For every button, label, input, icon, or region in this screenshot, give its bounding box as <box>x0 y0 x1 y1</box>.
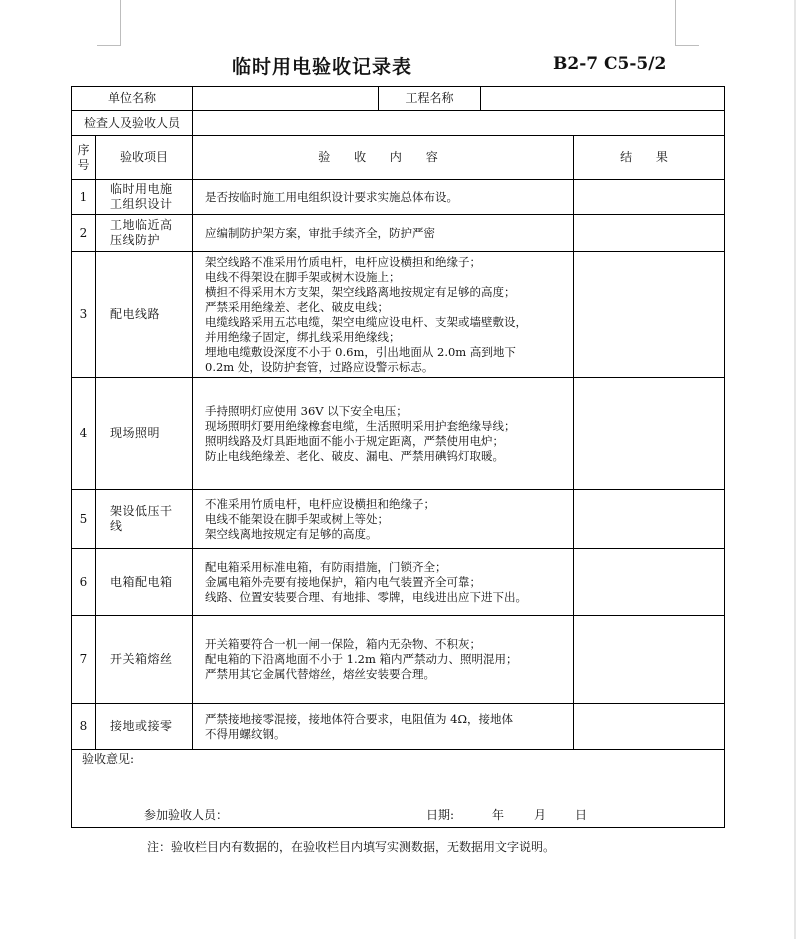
inspection-item: 开关箱熔丝 <box>96 616 193 704</box>
crop-mark-top-right <box>675 0 699 46</box>
unit-row <box>72 87 725 111</box>
inspector-row <box>72 111 725 136</box>
inspection-content <box>193 180 574 215</box>
unit-name-value[interactable] <box>193 87 379 111</box>
content-line: 电线不得架设在脚手架或树木设施上； <box>205 269 401 284</box>
date-month: 月 <box>534 808 547 822</box>
table-row <box>72 549 725 616</box>
opinion-row <box>72 750 725 828</box>
content-line: 严禁接地接零混接，接地体符合要求，电阻值为 4Ω，接地体 <box>205 711 514 726</box>
inspection-content <box>193 616 574 704</box>
row-number: 8 <box>72 704 96 750</box>
content-line: 架空线路不准采用竹质电杆，电杆应设横担和绝缘子； <box>205 254 482 269</box>
project-name-value[interactable] <box>481 87 725 111</box>
inspection-content <box>193 490 574 549</box>
content-line: 不得用螺纹钢。 <box>205 726 286 741</box>
table-row <box>72 490 725 549</box>
inspection-item: 临时用电施工组织设计 <box>96 180 193 215</box>
inspection-content <box>193 378 574 490</box>
page-title: 临时用电验收记录表 <box>232 56 413 78</box>
inspection-item: 工地临近高压线防护 <box>96 215 193 252</box>
row-number: 3 <box>72 252 96 378</box>
result-header: 结 果 <box>574 136 725 180</box>
content-line: 不准采用竹质电杆，电杆应设横担和绝缘子； <box>205 496 436 511</box>
item-header: 验收项目 <box>96 136 193 180</box>
row-number: 4 <box>72 378 96 490</box>
inspection-form-table <box>71 86 725 828</box>
inspection-content <box>193 549 574 616</box>
content-line: 防止电线绝缘差、老化、破皮、漏电、严禁用碘钨灯取暖。 <box>205 448 505 463</box>
result-cell[interactable] <box>574 180 725 215</box>
result-cell[interactable] <box>574 616 725 704</box>
crop-mark-top-left <box>97 0 121 46</box>
inspection-item: 架设低压干线 <box>96 490 193 549</box>
content-line: 并用绝缘子固定，绑扎线采用绝缘线； <box>205 329 401 344</box>
inspection-item: 配电线路 <box>96 252 193 378</box>
participants-label: 参加验收人员： <box>144 808 229 822</box>
content-line: 现场照明灯要用绝缘橡套电缆，生活照明采用护套绝缘导线； <box>205 418 516 433</box>
content-line: 应编制防护架方案，审批手续齐全，防护严密 <box>205 225 436 240</box>
content-line: 配电箱采用标准电箱，有防雨措施，门锁齐全； <box>205 559 447 574</box>
unit-name-label: 单位名称 <box>72 87 193 111</box>
inspection-content <box>193 704 574 750</box>
result-cell[interactable] <box>574 549 725 616</box>
table-row <box>72 180 725 215</box>
content-line: 照明线路及灯具距地面不能小于规定距离，严禁使用电炉； <box>205 433 505 448</box>
opinion-cell[interactable] <box>72 750 725 828</box>
content-line: 金属电箱外壳要有接地保护，箱内电气装置齐全可靠； <box>205 574 482 589</box>
content-line: 手持照明灯应使用 36V 以下安全电压； <box>205 403 408 418</box>
date-year: 年 <box>492 808 505 822</box>
result-cell[interactable] <box>574 704 725 750</box>
table-row <box>72 378 725 490</box>
row-number: 7 <box>72 616 96 704</box>
content-line: 开关箱要符合一机一闸一保险，箱内无杂物、不积灰； <box>205 637 482 651</box>
opinion-label: 验收意见: <box>82 752 135 766</box>
content-line: 0.2m 处，设防护套管，过路应设警示标志。 <box>205 359 434 374</box>
content-header: 验 收 内 容 <box>193 136 574 180</box>
content-line: 严禁采用绝缘差、老化、破皮电线； <box>205 299 390 314</box>
seq-header: 序号 <box>72 136 96 180</box>
project-name-label: 工程名称 <box>379 87 481 111</box>
result-cell[interactable] <box>574 490 725 549</box>
row-number: 1 <box>72 180 96 215</box>
row-number: 5 <box>72 490 96 549</box>
inspection-item: 现场照明 <box>96 378 193 490</box>
result-cell[interactable] <box>574 215 725 252</box>
footnote: 注：验收栏目内有数据的，在验收栏目内填写实测数据，无数据用文字说明。 <box>147 840 556 854</box>
row-number: 2 <box>72 215 96 252</box>
column-header-row <box>72 136 725 180</box>
content-line: 电线不能架设在脚手架或树上等处； <box>205 511 390 526</box>
form-code: B2-7 C5-5/2 <box>553 54 667 74</box>
content-line: 电缆线路采用五芯电缆，架空电缆应设电杆、支架或墙壁敷设， <box>205 314 528 329</box>
result-cell[interactable] <box>574 252 725 378</box>
inspector-label: 检查人及验收人员 <box>72 111 193 136</box>
date-label: 日期: <box>426 808 455 822</box>
table-row <box>72 252 725 378</box>
inspection-item: 电箱配电箱 <box>96 549 193 616</box>
inspection-content <box>193 215 574 252</box>
content-line: 是否按临时施工用电组织设计要求实施总体布设。 <box>205 189 459 204</box>
table-row <box>72 215 725 252</box>
table-row <box>72 616 725 704</box>
content-line: 配电箱的下沿离地面不小于 1.2m 箱内严禁动力、照明混用； <box>205 652 518 666</box>
table-row <box>72 704 725 750</box>
inspection-item: 接地或接零 <box>96 704 193 750</box>
inspection-content <box>193 252 574 378</box>
content-line: 严禁用其它金属代替熔丝，熔丝安装要合理。 <box>205 667 436 681</box>
content-line: 线路、位置安装要合理、有地排、零牌，电线进出应下进下出。 <box>205 589 528 604</box>
content-line: 横担不得采用木方支架，架空线路离地按规定有足够的高度； <box>205 284 516 299</box>
result-cell[interactable] <box>574 378 725 490</box>
date-day: 日 <box>575 808 588 822</box>
content-line: 埋地电缆敷设深度不小于 0.6m，引出地面从 2.0m 高到地下 <box>205 344 516 359</box>
row-number: 6 <box>72 549 96 616</box>
inspection-rows <box>72 180 725 750</box>
content-line: 架空线离地按规定有足够的高度。 <box>205 526 378 541</box>
inspector-value[interactable] <box>193 111 725 136</box>
